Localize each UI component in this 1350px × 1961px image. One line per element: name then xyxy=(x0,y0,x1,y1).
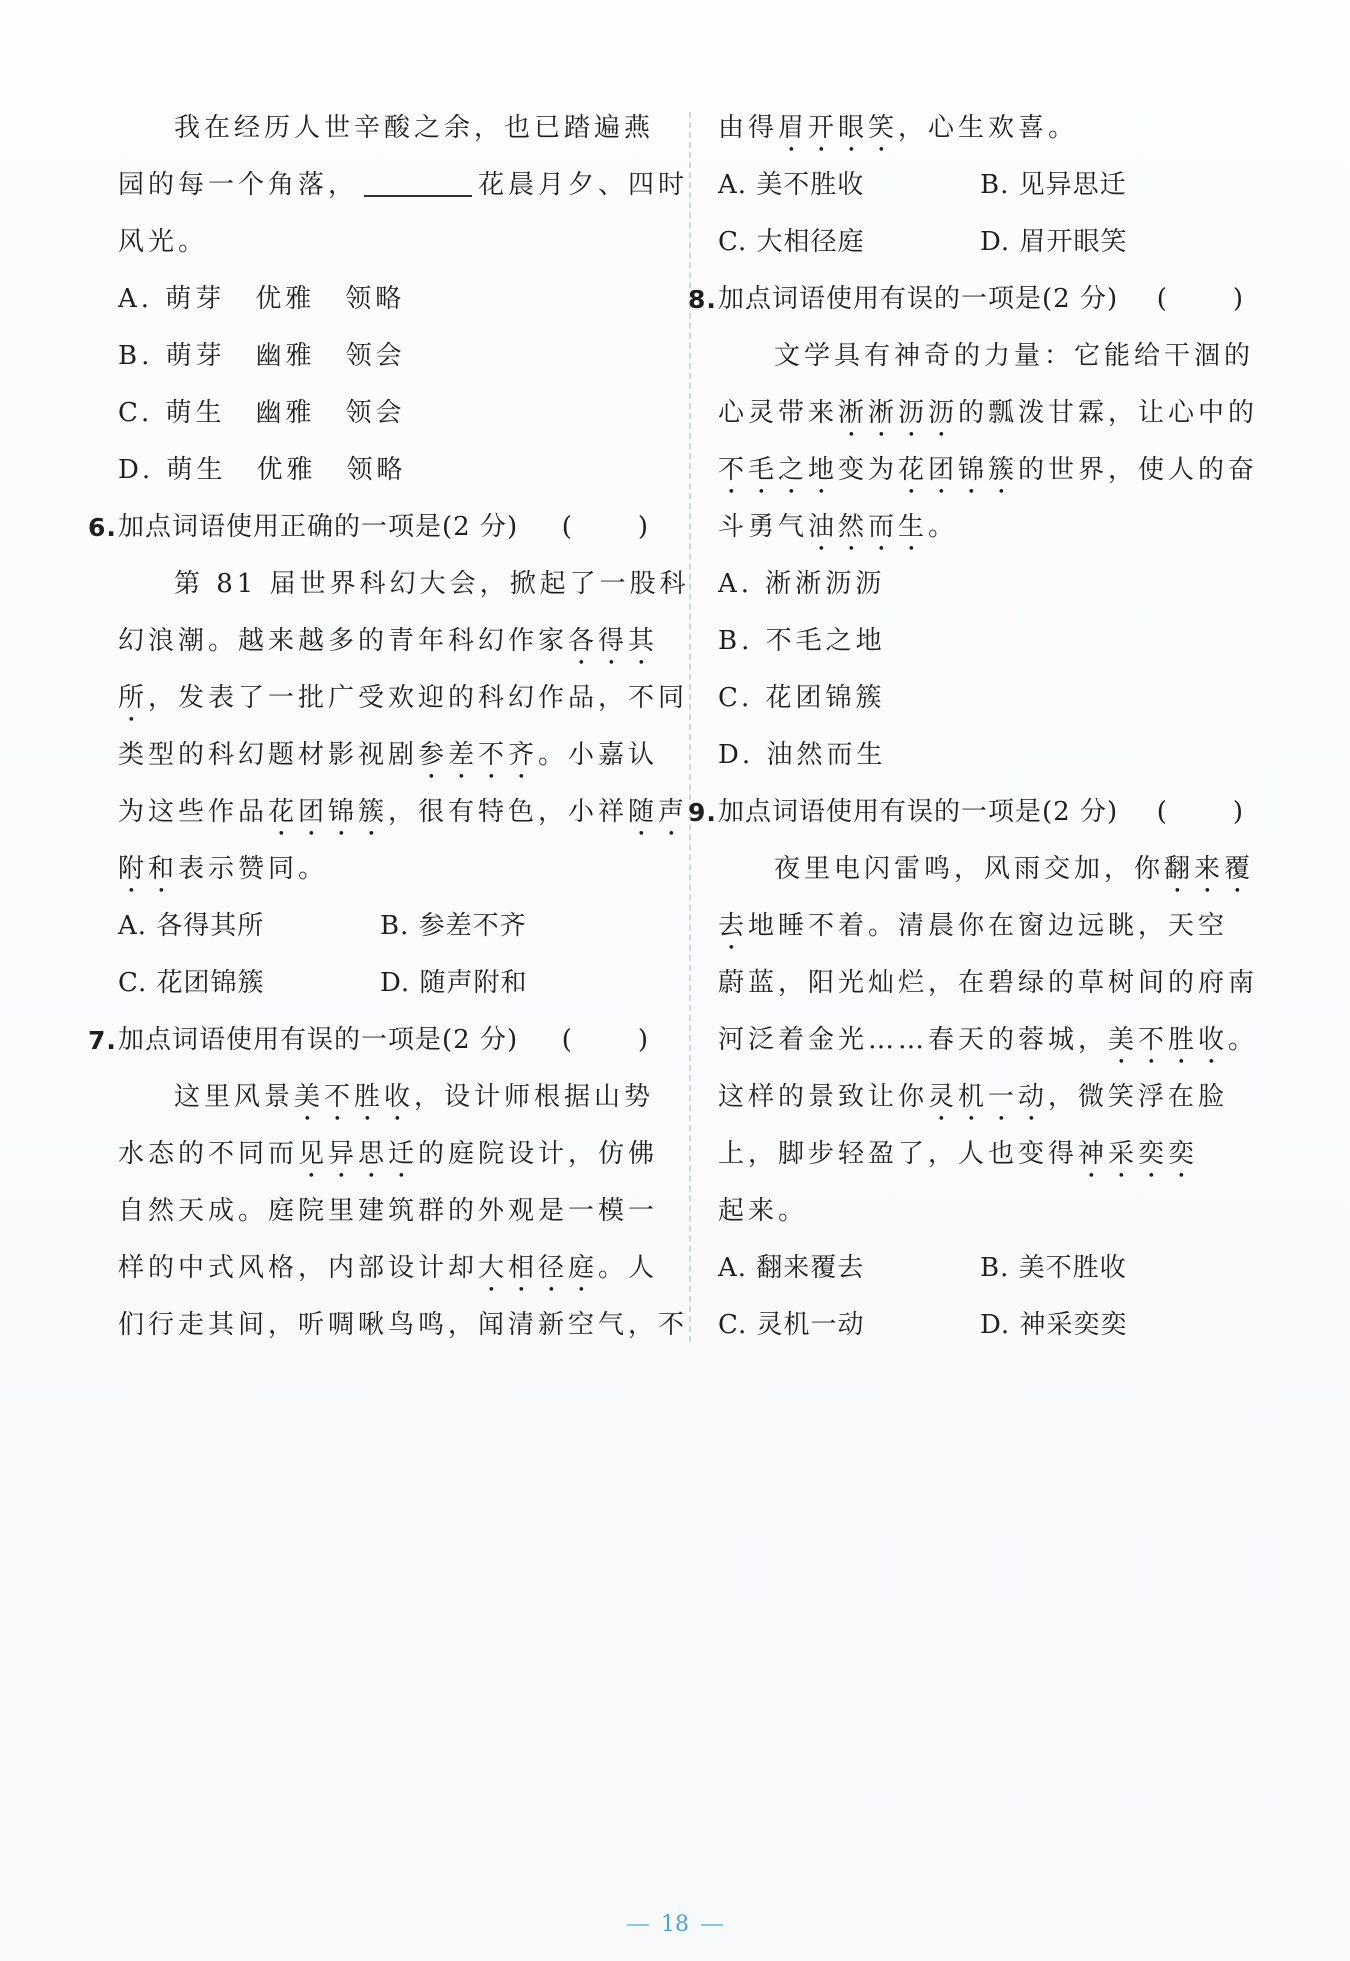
text: 由得 xyxy=(718,113,779,143)
text: 的庭院设计，仿佛 xyxy=(418,1139,659,1169)
answer-parentheses[interactable]: ( ) xyxy=(1156,284,1263,314)
text: ，心生欢喜。 xyxy=(898,113,1079,143)
dotted-phrase: 去 xyxy=(718,911,749,941)
text: 变为 xyxy=(838,455,899,485)
q8-passage-line xyxy=(718,385,1263,442)
question-stem: 加点词语使用正确的一项是(2 分) xyxy=(118,512,519,542)
q5-text: 园的每一个角落， xyxy=(118,170,359,200)
right-column xyxy=(688,100,1263,1354)
page-footer xyxy=(0,1912,1350,1937)
q5-option-a[interactable]: A. 萌芽 优雅 领略 xyxy=(118,284,406,314)
answer-parentheses[interactable]: ( ) xyxy=(561,512,668,542)
q6-option-b[interactable]: B. 参差不齐 xyxy=(380,911,527,941)
q6-header xyxy=(88,499,668,556)
question-number: 7. xyxy=(88,1026,117,1055)
dotted-phrase: 美不胜收 xyxy=(1108,1025,1229,1055)
q8-option-b[interactable]: B. 不毛之地 xyxy=(718,626,886,656)
dotted-phrase: 淅淅沥沥 xyxy=(838,398,959,428)
dotted-phrase: 油然而生 xyxy=(808,512,929,542)
question-number: 8. xyxy=(688,285,717,314)
q7-passage-line xyxy=(118,1069,668,1126)
dotted-phrase: 参差不齐 xyxy=(418,740,539,770)
text: 斗勇气 xyxy=(718,512,809,542)
q7-options-row-1 xyxy=(718,157,1263,214)
q9-passage-line xyxy=(718,1069,1263,1126)
q6-options-row-2 xyxy=(118,955,668,1012)
q5-passage-line-2 xyxy=(118,157,689,214)
text: 。人 xyxy=(598,1253,659,1283)
left-column xyxy=(88,100,690,1354)
question-number: 9. xyxy=(688,798,717,827)
q9-passage-line xyxy=(718,898,1263,955)
text: 。 xyxy=(928,512,959,542)
text: 夜里电闪雷鸣，风雨交加，你 xyxy=(774,854,1165,884)
q7-passage-line: 自然天成。庭院里建筑群的外观是一模一 xyxy=(118,1196,659,1226)
q9-passage-line xyxy=(718,1012,1263,1069)
dotted-phrase: 各得其 xyxy=(568,626,659,656)
text: 的世界，使人的奋 xyxy=(1018,455,1259,485)
text: 样的中式风格，内部设计却 xyxy=(118,1253,479,1283)
question-stem: 加点词语使用有误的一项是(2 分) xyxy=(718,797,1119,827)
q8-option-c[interactable]: C. 花团锦簇 xyxy=(718,683,886,713)
q6-passage-line xyxy=(118,613,668,670)
q7-option-b[interactable]: B. 见异思迁 xyxy=(980,170,1127,200)
dotted-phrase: 神采奕奕 xyxy=(1078,1139,1199,1169)
text: 上，脚步轻盈了，人也变得 xyxy=(718,1139,1079,1169)
q9-option-d[interactable]: D. 神采奕奕 xyxy=(980,1310,1128,1340)
text: 幻浪潮。越来越多的青年科幻作家 xyxy=(118,626,569,656)
text: 河泛着金光……春天的蓉城， xyxy=(718,1025,1109,1055)
q7-option-c[interactable]: C. 大相径庭 xyxy=(718,227,865,257)
q6-passage-line xyxy=(118,841,668,898)
q7-options-row-2 xyxy=(718,214,1263,271)
dotted-phrase: 灵机一动 xyxy=(928,1082,1049,1112)
question-number: 6. xyxy=(88,513,117,542)
answer-parentheses[interactable]: ( ) xyxy=(1156,797,1263,827)
q9-options-row-2 xyxy=(718,1297,1263,1354)
dotted-phrase: 美不胜收 xyxy=(294,1082,415,1112)
q7-passage-line: 们行走其间，听啁啾鸟鸣，闻清新空气，不 xyxy=(118,1310,689,1340)
q9-passage-line: 蔚蓝，阳光灿烂，在碧绿的草树间的府南 xyxy=(718,968,1259,998)
q7-passage-line xyxy=(118,1126,668,1183)
q9-option-c[interactable]: C. 灵机一动 xyxy=(718,1310,865,1340)
text: ，微笑浮在脸 xyxy=(1048,1082,1229,1112)
q5-text: 花晨月夕、四时 xyxy=(478,170,689,200)
text: 。 xyxy=(1228,1025,1259,1055)
dotted-phrase: 花团锦簇 xyxy=(268,797,389,827)
text: 地睡不着。清晨你在窗边远眺，天空 xyxy=(748,911,1229,941)
q7-header xyxy=(88,1012,668,1069)
q6-passage-line xyxy=(118,727,668,784)
q9-header xyxy=(688,784,1263,841)
q6-option-d[interactable]: D. 随声附和 xyxy=(380,968,528,998)
page-number: 18 xyxy=(661,1912,689,1937)
q6-passage-line xyxy=(118,670,689,727)
text: ，发表了一批广受欢迎的科幻作品，不同 xyxy=(148,683,689,713)
dotted-phrase: 眉开眼笑 xyxy=(778,113,899,143)
text: 这样的景致让你 xyxy=(718,1082,929,1112)
q7-passage-continued xyxy=(718,100,1263,157)
text: ，设计师根据山势 xyxy=(414,1082,655,1112)
q6-passage-line xyxy=(118,784,689,841)
q5-passage-line-1: 我在经历人世辛酸之余，也已踏遍燕 xyxy=(174,113,655,143)
text: 这里风景 xyxy=(174,1082,295,1112)
answer-parentheses[interactable]: ( ) xyxy=(561,1025,668,1055)
text: 水态的不同而 xyxy=(118,1139,299,1169)
q7-passage-line xyxy=(118,1240,668,1297)
q5-option-d[interactable]: D. 萌生 优雅 领略 xyxy=(118,455,407,485)
q9-options-row-1 xyxy=(718,1240,1263,1297)
q7-option-a[interactable]: A. 美不胜收 xyxy=(718,170,865,200)
text: 为这些作品 xyxy=(118,797,269,827)
footer-dash-left xyxy=(627,1924,649,1926)
q8-passage-line: 文学具有神奇的力量：它能给干涸的 xyxy=(774,341,1255,371)
q9-passage-line: 起来。 xyxy=(718,1196,809,1226)
text: 的瓢泼甘霖，让心中的 xyxy=(958,398,1259,428)
dotted-phrase: 翻来覆 xyxy=(1164,854,1255,884)
text: 。小嘉认 xyxy=(538,740,659,770)
q9-option-b[interactable]: B. 美不胜收 xyxy=(980,1253,1127,1283)
q9-option-a[interactable]: A. 翻来覆去 xyxy=(718,1253,865,1283)
dotted-phrase: 花团锦簇 xyxy=(898,455,1019,485)
q9-passage-line xyxy=(718,1126,1263,1183)
text: 表示赞同。 xyxy=(178,854,329,884)
q8-passage-line xyxy=(718,499,1263,556)
q5-passage-line-3: 风光。 xyxy=(118,227,209,257)
q6-passage-line: 第 81 届世界科幻大会，掀起了一股科 xyxy=(174,569,690,599)
footer-dash-right xyxy=(701,1924,723,1926)
q6-option-c[interactable]: C. 花团锦簇 xyxy=(118,968,265,998)
q8-passage-line xyxy=(718,442,1263,499)
q9-passage-line xyxy=(718,841,1263,898)
text: 心灵带来 xyxy=(718,398,839,428)
question-stem: 加点词语使用有误的一项是(2 分) xyxy=(718,284,1119,314)
question-stem: 加点词语使用有误的一项是(2 分) xyxy=(118,1025,519,1055)
dotted-phrase: 大相径庭 xyxy=(478,1253,599,1283)
q5-option-b[interactable]: B. 萌芽 幽雅 领会 xyxy=(118,341,406,371)
dotted-phrase: 附和 xyxy=(118,854,179,884)
text: 类型的科幻题材影视剧 xyxy=(118,740,419,770)
q6-options-row-1 xyxy=(118,898,668,955)
q7-option-d[interactable]: D. 眉开眼笑 xyxy=(980,227,1128,257)
text: ，很有特色，小祥 xyxy=(388,797,629,827)
q8-header xyxy=(688,271,1263,328)
dotted-phrase: 不毛之地 xyxy=(718,455,839,485)
fill-in-blank[interactable] xyxy=(364,165,472,197)
q8-option-d[interactable]: D. 油然而生 xyxy=(718,740,887,770)
q8-option-a[interactable]: A. 淅淅沥沥 xyxy=(718,569,886,599)
q6-option-a[interactable]: A. 各得其所 xyxy=(118,911,265,941)
dotted-phrase: 见异思迁 xyxy=(298,1139,419,1169)
dotted-phrase: 所 xyxy=(118,683,149,713)
q5-option-c[interactable]: C. 萌生 幽雅 领会 xyxy=(118,398,406,428)
dotted-phrase: 随声 xyxy=(628,797,689,827)
